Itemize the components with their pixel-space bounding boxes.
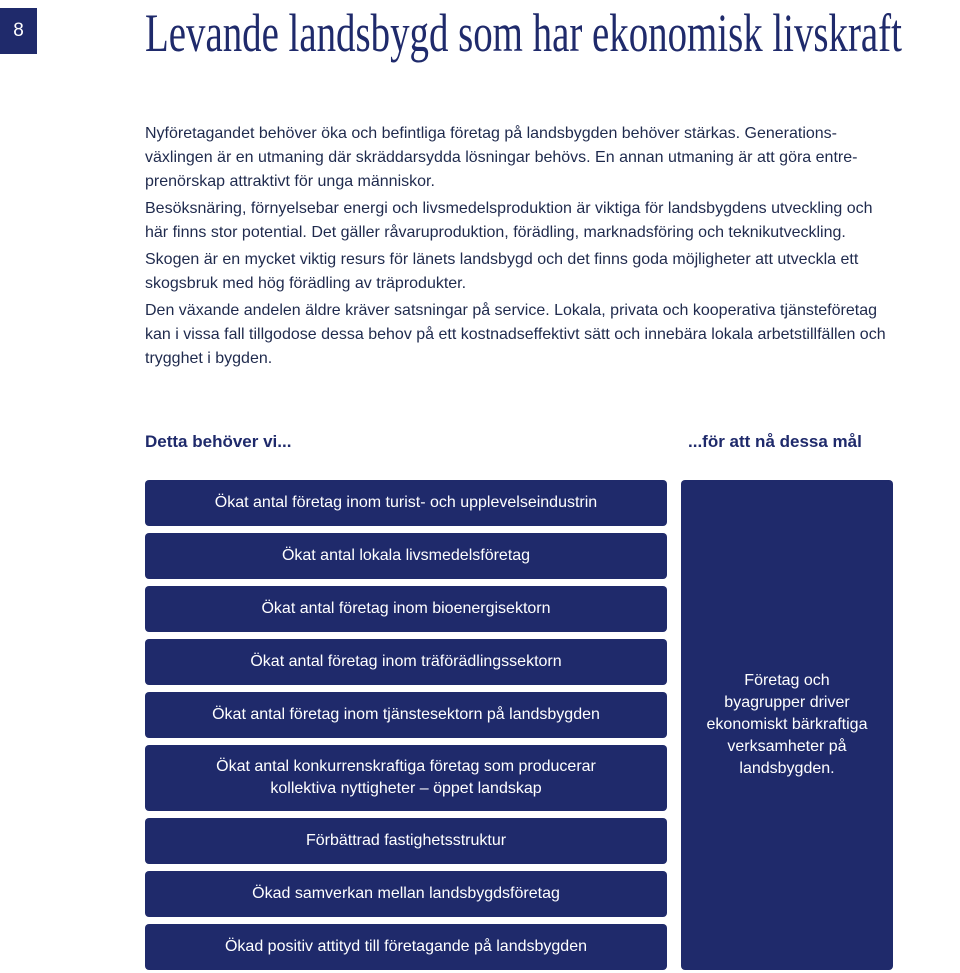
- need-box: Ökat antal företag inom träförädlingssektorn: [145, 639, 667, 685]
- intro-text: [145, 122, 960, 374]
- need-box: Ökat antal konkurrenskraftiga företag som producerar kollektiva nyttigheter – öppet landskap: [145, 745, 667, 811]
- need-box: Ökad positiv attityd till företagande på landsbygden: [145, 924, 667, 970]
- need-box: Ökat antal företag inom tjänstesektorn på landsbygden: [145, 692, 667, 738]
- need-box: Ökat antal lokala livsmedelsföretag: [145, 533, 667, 579]
- need-box: Ökat antal företag inom turist- och upplevelseindustrin: [145, 480, 667, 526]
- needs-heading: Detta behöver vi...: [145, 432, 292, 451]
- paragraph: Skogen är en mycket viktig resurs för länets landsbygd och det finns goda möjligheter att utveckla ett skogsbruk med hög förädling av träprodukter.: [145, 251, 859, 292]
- goal-box: Företag och byagrupper driver ekonomiskt bärkraftiga verksamheter på landsbygden.: [681, 480, 893, 970]
- page-title: Levande landsbygd som har ekonomisk livskraft: [145, 3, 902, 63]
- paragraph: Besöksnäring, förnyelsebar energi och livsmedelsproduktion är viktiga för landsbygdens utveckling och här finns stor potential. Det gäller råvaruproduktion, förädling, marknadsföring och teknikutveckling.: [145, 200, 873, 241]
- need-box: Ökad samverkan mellan landsbygdsföretag: [145, 871, 667, 917]
- paragraph: Nyföretagandet behöver öka och befintliga företag på landsbygden behöver stärkas. Generations- växlingen är en utmaning där skräddarsydda lösningar behövs. En annan utmaning är att göra entre- prenörskap attraktivt för unga människor.: [145, 125, 858, 190]
- page-number: 8: [0, 8, 37, 54]
- goal-heading: ...för att nå dessa mål: [688, 432, 862, 451]
- need-box: Förbättrad fastighetsstruktur: [145, 818, 667, 864]
- need-box: Ökat antal företag inom bioenergisektorn: [145, 586, 667, 632]
- paragraph: Den växande andelen äldre kräver satsningar på service. Lokala, privata och kooperativa tjänsteföretag kan i vissa fall tillgodose dessa behov på ett kostnadseffektivt sätt och innebära lokala arbetstillfällen och trygghet i bygden.: [145, 302, 886, 367]
